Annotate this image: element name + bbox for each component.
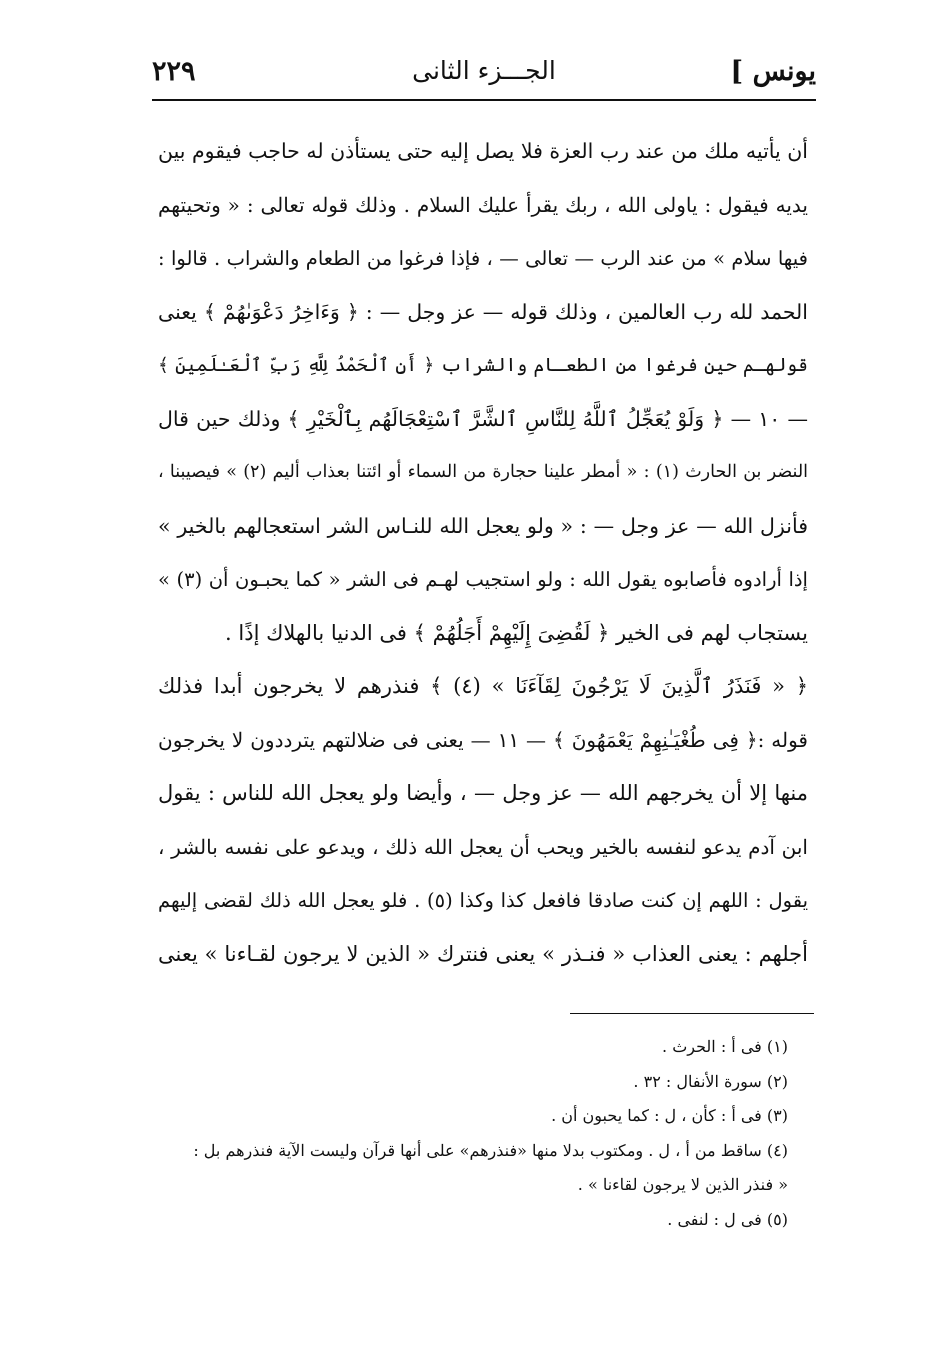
footnote: (١) فى أ : الحرث .: [662, 1037, 788, 1056]
text-line: منها إلا أن يخرجهم الله — عز وجل — ، وأيضا ولو يعجل الله للناس : يقول: [158, 781, 808, 805]
text-line: أجلهم : يعنى العذاب « فنـذر » يعنى فنترك « الذين لا يرجون لقـاءنا » يعنى: [158, 941, 808, 966]
main-text: [158, 125, 808, 981]
text-line: ابن آدم يدعو لنفسه بالخير ويحب أن يعجل الله ذلك ، ويدعو على نفسه بالشر ،: [158, 834, 808, 859]
surah-title: يونس ]: [730, 56, 816, 87]
text-line: فيها سلام » من عند الرب — تعالى — ، فإذا فرغوا من الطعام والشراب . قالوا :: [158, 247, 808, 270]
page-header: [152, 52, 816, 100]
text-line: قوله :﴿ فِى طُغْيَـٰنِهِمْ يَعْمَهُونَ ﴾ — ١١ — يعنى فى ضلالتهم يترددون لا يخرجون: [158, 727, 808, 752]
footnote: (٤) ساقط من أ ، ل . ومكتوب بدلا منها «فنذرهم» على أنها قرآن وليست الآية فنذرهم بل :: [193, 1140, 788, 1160]
footnote-divider: [570, 1013, 814, 1014]
page-number: ٢٢٩: [152, 56, 196, 87]
text-line: الحمد لله رب العالمين ، وذلك قوله — عز وجل — : ﴿ وَءَاخِرُ دَعْوَىٰهُمْ ﴾ يعنى: [158, 299, 808, 324]
text-line: النضر بن الحارث (١) : « أمطر علينا حجارة من السماء أو ائتنا بعذاب أليم (٢) » فيصيبنا ،: [158, 462, 808, 482]
text-line: يستجاب لهم فى الخير ﴿ لَقُضِىَ إِلَيْهِمْ أَجَلُهُمْ ﴾ فى الدنيا بالهلاك إذًا .: [225, 620, 808, 645]
header-divider: [152, 99, 816, 101]
footnote-continuation: « فنذر الذين لا يرجون لقاءنا » .: [577, 1175, 788, 1194]
footnote: (٢) سورة الأنفال : ٣٢ .: [633, 1071, 788, 1091]
text-line: يديه فيقول : ياولى الله ، ربك يقرأ عليك السلام . وذلك قوله تعالى : « وتحيتهم: [158, 192, 808, 217]
footnote: (٥) فى ل : لنفى .: [667, 1209, 788, 1229]
text-line: يقول : اللهم إن كنت صادقا فافعل كذا وكذا (٥) . فلو يعجل الله ذلك لقضى إليهم: [158, 889, 808, 912]
text-line: أن يأتيه ملك من عند رب العزة فلا يصل إليه حتى يستأذن له حاجب فيقوم بين: [158, 139, 808, 163]
text-line: ﴿ « فَنَذَرُ ٱلَّذِينَ لَا يَرْجُونَ لِقَآءَنَا » (٤) ﴾ فنذرهم لا يخرجون أبدا فذلك: [158, 674, 808, 698]
text-line: فأنزل الله — عز وجل — : « ولو يعجل الله للنـاس الشر استعجالهم بالخير »: [158, 513, 808, 538]
footnote: (٣) فى أ : كأن ، ل : كما يحبون أن .: [551, 1106, 788, 1125]
footnotes: [158, 1030, 808, 1237]
text-line: إذا أرادوه فأصابوه يقول الله : ولو استجيب لهـم فى الشر « كما يحبـون أن (٣) »: [158, 568, 808, 591]
text-line: — ١٠ — ﴿ وَلَوْ يُعَجِّلُ ٱللَّهُ لِلنَّاسِ ٱلشَّرَّ ٱسْتِعْجَالَهُم بِٱلْخَيْرِ ﴾ وذلك حين قال: [158, 406, 808, 431]
text-line: قولهـم حين فرغوا من الطعـام والشراب ﴿ أَنِ ٱلْحَمْدُ لِلَّهِ رَبِّ ٱلْعَـٰلَمِينَ ﴾: [158, 355, 808, 376]
part-title: الجـــزء الثانى: [412, 56, 556, 85]
